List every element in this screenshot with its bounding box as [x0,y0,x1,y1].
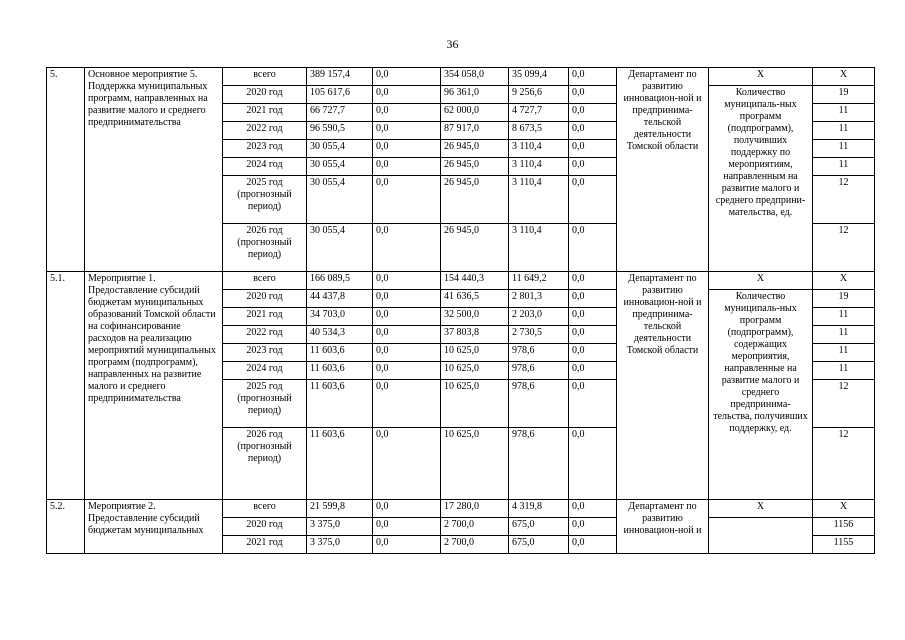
total-cell: 30 055,4 [307,176,373,224]
total-cell: 34 703,0 [307,308,373,326]
total-cell: 30 055,4 [307,224,373,272]
regional-cell: 87 917,0 [441,122,509,140]
indicator-value-cell: 11 [813,326,875,344]
regional-cell: 26 945,0 [441,176,509,224]
total-cell: 30 055,4 [307,158,373,176]
year-cell: 2023 год [223,140,307,158]
total-cell: 3 375,0 [307,518,373,536]
federal-cell: 0,0 [373,428,441,500]
total-cell: 40 534,3 [307,326,373,344]
total-cell: 11 603,6 [307,380,373,428]
year-cell: 2020 год [223,290,307,308]
indicator-cell: Количество муниципаль-ных программ (подпрограмм), содержащих мероприятия, направленные на развитие малого и среднего предпринима-тельства, получивших поддержку, ед. [709,290,813,500]
federal-cell: 0,0 [373,362,441,380]
regional-cell: 17 280,0 [441,500,509,518]
total-cell: 44 437,8 [307,290,373,308]
federal-cell: 0,0 [373,380,441,428]
federal-cell: 0,0 [373,224,441,272]
other-cell: 0,0 [569,224,617,272]
total-cell: 11 603,6 [307,362,373,380]
section-number: 5.1. [47,272,85,500]
local-cell: 3 110,4 [509,140,569,158]
other-cell: 0,0 [569,326,617,344]
regional-cell: 26 945,0 [441,158,509,176]
regional-cell: 32 500,0 [441,308,509,326]
other-cell: 0,0 [569,290,617,308]
other-cell: 0,0 [569,344,617,362]
total-cell: 166 089,5 [307,272,373,290]
federal-cell: 0,0 [373,176,441,224]
federal-cell: 0,0 [373,86,441,104]
regional-cell: 10 625,0 [441,344,509,362]
other-cell: 0,0 [569,500,617,518]
local-cell: 8 673,5 [509,122,569,140]
federal-cell: 0,0 [373,500,441,518]
year-cell: 2021 год [223,308,307,326]
year-cell: всего [223,68,307,86]
other-cell: 0,0 [569,122,617,140]
local-cell: 2 203,0 [509,308,569,326]
year-cell: всего [223,500,307,518]
section-name: Основное мероприятие 5. Поддержка муниципальных программ, направленных на развитие малого и среднего предпринимательства [85,68,223,272]
local-cell: 35 099,4 [509,68,569,86]
indicator-value-cell: 12 [813,380,875,428]
indicator-value-cell: 1155 [813,536,875,554]
year-cell: 2020 год [223,86,307,104]
federal-cell: 0,0 [373,518,441,536]
federal-cell: 0,0 [373,158,441,176]
local-cell: 978,6 [509,344,569,362]
section-name: Мероприятие 1. Предоставление субсидий бюджетам муниципальных образований Томской области на софинансирование расходов на реализацию мероприятий муниципальных программ (подпрограмм), направленных на развитие малого и среднего предпринимательства [85,272,223,500]
table-body [47,68,875,554]
table-row [47,500,875,518]
indicator-value-cell: 11 [813,158,875,176]
total-cell: 105 617,6 [307,86,373,104]
total-cell: 96 590,5 [307,122,373,140]
regional-cell: 154 440,3 [441,272,509,290]
year-cell: 2025 год (прогнозный период) [223,176,307,224]
federal-cell: 0,0 [373,140,441,158]
indicator-value-cell: Х [813,272,875,290]
other-cell: 0,0 [569,362,617,380]
other-cell: 0,0 [569,176,617,224]
indicator-cell: Количество муниципаль-ных программ (подпрограмм), получивших поддержку по мероприятиям, направленным на развитие малого и среднего предприни-мательства, ед. [709,86,813,272]
federal-cell: 0,0 [373,344,441,362]
federal-cell: 0,0 [373,308,441,326]
regional-cell: 41 636,5 [441,290,509,308]
executor-cell: Департамент по развитию инновацион-ной и предпринима-тельской деятельности Томской области [617,68,709,272]
program-table [46,67,875,554]
indicator-cell [709,518,813,554]
local-cell: 675,0 [509,536,569,554]
indicator-x-cell: Х [709,68,813,86]
year-cell: 2024 год [223,158,307,176]
local-cell: 2 801,3 [509,290,569,308]
year-cell: 2026 год (прогнозный период) [223,428,307,500]
section-number: 5.2. [47,500,85,554]
regional-cell: 2 700,0 [441,518,509,536]
regional-cell: 354 058,0 [441,68,509,86]
year-cell: всего [223,272,307,290]
year-cell: 2023 год [223,344,307,362]
federal-cell: 0,0 [373,104,441,122]
year-cell: 2024 год [223,362,307,380]
local-cell: 9 256,6 [509,86,569,104]
regional-cell: 10 625,0 [441,362,509,380]
other-cell: 0,0 [569,158,617,176]
local-cell: 978,6 [509,362,569,380]
federal-cell: 0,0 [373,68,441,86]
federal-cell: 0,0 [373,326,441,344]
total-cell: 30 055,4 [307,140,373,158]
indicator-value-cell: 12 [813,176,875,224]
total-cell: 389 157,4 [307,68,373,86]
total-cell: 3 375,0 [307,536,373,554]
table-row [47,272,875,290]
federal-cell: 0,0 [373,290,441,308]
section-name: Мероприятие 2. Предоставление субсидий бюджетам муниципальных [85,500,223,554]
indicator-value-cell: 11 [813,362,875,380]
regional-cell: 26 945,0 [441,140,509,158]
page-number: 36 [446,37,459,51]
executor-cell: Департамент по развитию инновацион-ной и [617,500,709,554]
regional-cell: 10 625,0 [441,380,509,428]
table-row [47,68,875,86]
indicator-value-cell: 12 [813,428,875,500]
local-cell: 4 727,7 [509,104,569,122]
indicator-value-cell: Х [813,68,875,86]
indicator-value-cell: 11 [813,104,875,122]
total-cell: 11 603,6 [307,344,373,362]
indicator-value-cell: 11 [813,122,875,140]
other-cell: 0,0 [569,104,617,122]
regional-cell: 62 000,0 [441,104,509,122]
other-cell: 0,0 [569,140,617,158]
federal-cell: 0,0 [373,122,441,140]
other-cell: 0,0 [569,308,617,326]
year-cell: 2020 год [223,518,307,536]
year-cell: 2021 год [223,536,307,554]
other-cell: 0,0 [569,272,617,290]
year-cell: 2022 год [223,122,307,140]
indicator-value-cell: Х [813,500,875,518]
local-cell: 11 649,2 [509,272,569,290]
indicator-x-cell: Х [709,272,813,290]
regional-cell: 96 361,0 [441,86,509,104]
other-cell: 0,0 [569,536,617,554]
indicator-value-cell: 12 [813,224,875,272]
indicator-value-cell: 11 [813,308,875,326]
year-cell: 2025 год (прогнозный период) [223,380,307,428]
other-cell: 0,0 [569,428,617,500]
federal-cell: 0,0 [373,536,441,554]
other-cell: 0,0 [569,380,617,428]
regional-cell: 26 945,0 [441,224,509,272]
year-cell: 2022 год [223,326,307,344]
total-cell: 21 599,8 [307,500,373,518]
local-cell: 3 110,4 [509,158,569,176]
indicator-value-cell: 11 [813,140,875,158]
section-number: 5. [47,68,85,272]
year-cell: 2021 год [223,104,307,122]
regional-cell: 37 803,8 [441,326,509,344]
local-cell: 3 110,4 [509,176,569,224]
regional-cell: 10 625,0 [441,428,509,500]
local-cell: 675,0 [509,518,569,536]
indicator-value-cell: 19 [813,290,875,308]
indicator-value-cell: 11 [813,344,875,362]
other-cell: 0,0 [569,68,617,86]
indicator-value-cell: 1156 [813,518,875,536]
executor-cell: Департамент по развитию инновацион-ной и предпринима-тельской деятельности Томской области [617,272,709,500]
total-cell: 66 727,7 [307,104,373,122]
indicator-value-cell: 19 [813,86,875,104]
other-cell: 0,0 [569,518,617,536]
local-cell: 978,6 [509,428,569,500]
local-cell: 2 730,5 [509,326,569,344]
federal-cell: 0,0 [373,272,441,290]
indicator-x-cell: Х [709,500,813,518]
local-cell: 4 319,8 [509,500,569,518]
total-cell: 11 603,6 [307,428,373,500]
other-cell: 0,0 [569,86,617,104]
regional-cell: 2 700,0 [441,536,509,554]
year-cell: 2026 год (прогнозный период) [223,224,307,272]
local-cell: 3 110,4 [509,224,569,272]
local-cell: 978,6 [509,380,569,428]
